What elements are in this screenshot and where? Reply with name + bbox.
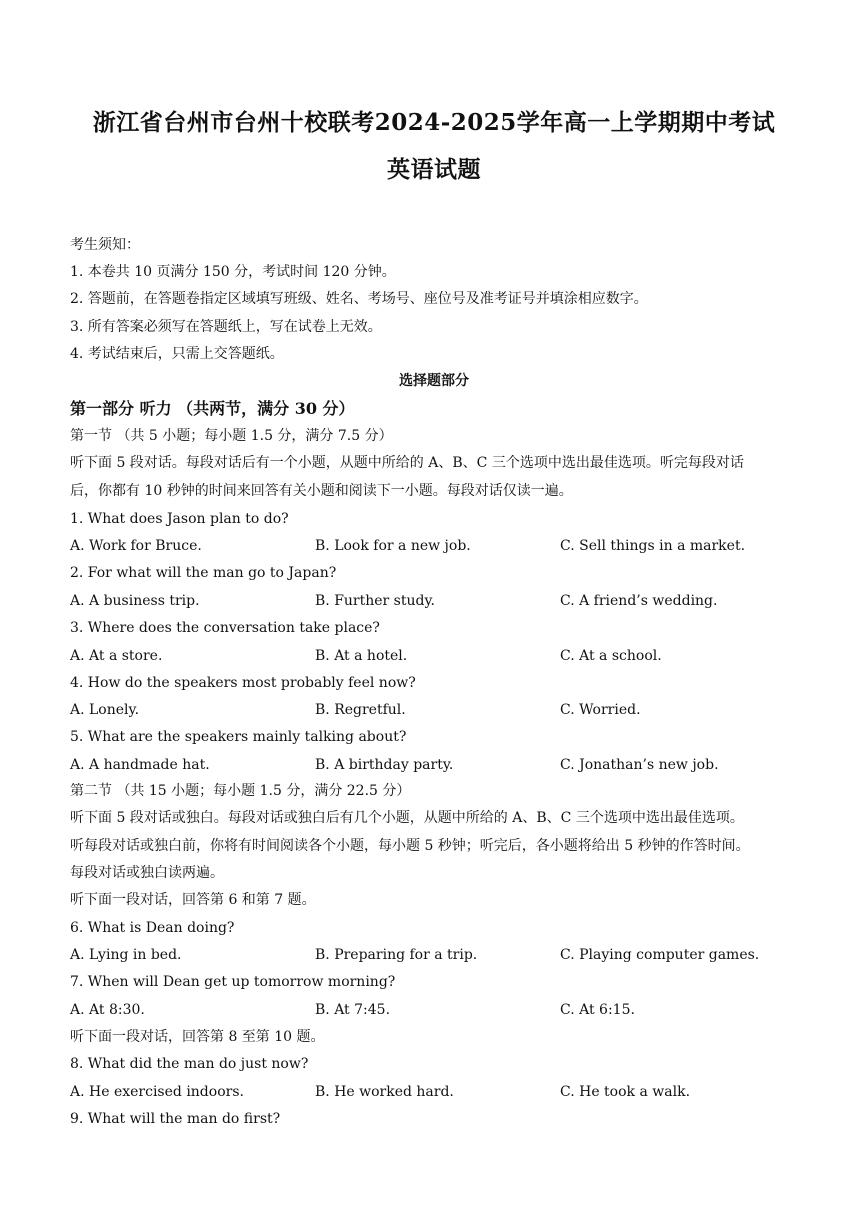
option-c: C. Playing computer games. bbox=[560, 947, 760, 963]
question-text: 9. What will the man do first? bbox=[70, 1111, 281, 1127]
option-b: B. He worked hard. bbox=[315, 1084, 454, 1100]
exam-title-line2: 英语试题 bbox=[387, 156, 481, 183]
section1-heading: 第一节 （共 5 小题；每小题 1.5 分，满分 7.5 分） bbox=[70, 428, 393, 444]
question-text: 1. What does Jason plan to do? bbox=[70, 511, 289, 527]
option-c: C. Sell things in a market. bbox=[560, 538, 746, 554]
option-c: C. At a school. bbox=[560, 648, 662, 664]
option-a: A. Lonely. bbox=[70, 702, 140, 718]
notice-item: 4. 考试结束后，只需上交答题纸。 bbox=[70, 346, 284, 362]
notice-heading: 考生须知： bbox=[70, 237, 140, 253]
listening-prompt: 听下面一段对话，回答第 8 至第 10 题。 bbox=[70, 1029, 325, 1045]
option-a: A. Lying in bed. bbox=[70, 947, 182, 963]
option-c: C. Jonathan’s new job. bbox=[560, 757, 719, 773]
option-a: A. He exercised indoors. bbox=[70, 1084, 244, 1100]
option-c: C. At 6:15. bbox=[560, 1002, 635, 1018]
question-text: 8. What did the man do just now? bbox=[70, 1056, 309, 1072]
notice-item: 1. 本卷共 10 页满分 150 分，考试时间 120 分钟。 bbox=[70, 264, 396, 280]
option-b: B. Further study. bbox=[315, 593, 435, 609]
section1-instruction: 听下面 5 段对话。每段对话后有一个小题，从题中所给的 A、B、C 三个选项中选出最佳选项。听完每段对话 bbox=[70, 455, 744, 471]
notice-item: 3. 所有答案必须写在答题纸上，写在试卷上无效。 bbox=[70, 319, 382, 335]
exam-title-line1: 浙江省台州市台州十校联考2024-2025学年高一上学期期中考试 bbox=[92, 109, 776, 136]
part-heading: 选择题部分 bbox=[399, 373, 469, 389]
section2-instruction: 每段对话或独白读两遍。 bbox=[70, 865, 224, 881]
option-a: A. A handmade hat. bbox=[70, 757, 210, 773]
option-b: B. Look for a new job. bbox=[315, 538, 471, 554]
option-b: B. A birthday party. bbox=[315, 757, 454, 773]
listening-prompt: 听下面一段对话，回答第 6 和第 7 题。 bbox=[70, 892, 316, 908]
question-text: 2. For what will the man go to Japan? bbox=[70, 565, 337, 581]
option-c: C. He took a walk. bbox=[560, 1084, 691, 1100]
section2-instruction: 听下面 5 段对话或独白。每段对话或独白后有几个小题，从题中所给的 A、B、C 三个选项中选出最佳选项。 bbox=[70, 810, 744, 826]
option-a: A. At a store. bbox=[70, 648, 163, 664]
option-b: B. Regretful. bbox=[315, 702, 406, 718]
question-text: 6. What is Dean doing? bbox=[70, 920, 235, 936]
option-a: A. At 8:30. bbox=[70, 1002, 145, 1018]
option-b: B. At a hotel. bbox=[315, 648, 408, 664]
option-c: C. Worried. bbox=[560, 702, 641, 718]
option-c: C. A friend’s wedding. bbox=[560, 593, 718, 609]
option-a: A. A business trip. bbox=[70, 593, 200, 609]
part1-heading: 第一部分 听力 （共两节，满分 30 分） bbox=[70, 399, 355, 418]
section2-heading: 第二节 （共 15 小题；每小题 1.5 分，满分 22.5 分） bbox=[70, 783, 411, 799]
question-text: 3. Where does the conversation take place? bbox=[70, 620, 380, 636]
question-text: 5. What are the speakers mainly talking about? bbox=[70, 729, 407, 745]
option-b: B. At 7:45. bbox=[315, 1002, 391, 1018]
question-text: 7. When will Dean get up tomorrow morning? bbox=[70, 974, 396, 990]
section2-instruction: 听每段对话或独白前，你将有时间阅读各个小题，每小题 5 秒钟；听完后，各小题将给出 5 秒钟的作答时间。 bbox=[70, 838, 750, 854]
question-text: 4. How do the speakers most probably feel now? bbox=[70, 675, 416, 691]
notice-item: 2. 答题前，在答题卷指定区域填写班级、姓名、考场号、座位号及准考证号并填涂相应数字。 bbox=[70, 291, 648, 307]
option-a: A. Work for Bruce. bbox=[70, 538, 202, 554]
section1-instruction: 后，你都有 10 秒钟的时间来回答有关小题和阅读下一小题。每段对话仅读一遍。 bbox=[70, 483, 573, 499]
option-b: B. Preparing for a trip. bbox=[315, 947, 478, 963]
